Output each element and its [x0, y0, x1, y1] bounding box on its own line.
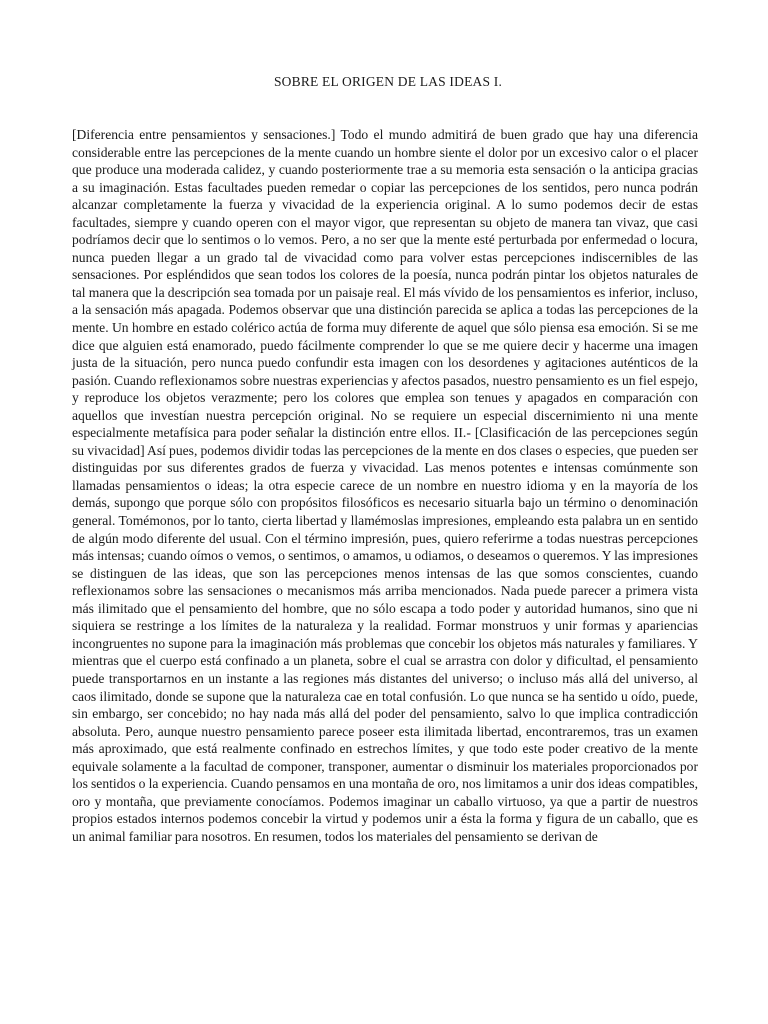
- document-title: SOBRE EL ORIGEN DE LAS IDEAS I.: [273, 74, 503, 89]
- document-body: [Diferencia entre pensamientos y sensaciones.] Todo el mundo admitirá de buen grado que hay una diferencia considerable entre las percepciones de la mente cuando un hombre siente el dolor por un excesivo calor o el placer que produce una moderada calidez, y cuando posteriormente trae a su memoria esta sensación o la anticipa gracias a su imaginación. Estas facultades pueden remedar o copiar las percepciones de los sentidos, pero nunca podrán alcanzar completamente la fuerza y vivacidad de la experiencia original. A lo sumo podemos decir de estas facultades, siempre y cuando operen con el mayor vigor, que representan su objeto de manera tan vivaz, que casi podríamos decir que lo sentimos o lo vemos. Pero, a no ser que la mente esté perturbada por enfermedad o locura, nunca pueden llegar a un grado tal de vivacidad como para volver estas percepciones indiscernibles de las sensaciones. Por espléndidos que sean todos los colores de la poesía, nunca podrán pintar los objetos naturales de tal manera que la descripción sea tomada por un paisaje real. El más vívido de los pensamientos es inferior, incluso, a la sensación más apagada. Podemos observar que una distinción parecida se aplica a todas las percepciones de la mente. Un hombre en estado colérico actúa de forma muy diferente de aquel que sólo piensa esa emoción. Si se me dice que alguien está enamorado, puedo fácilmente comprender lo que se me quiere decir y hacerme una imagen justa de la situación, pero nunca puedo confundir esta imagen con los desordenes y agitaciones auténticos de la pasión. Cuando reflexionamos sobre nuestras experiencias y afectos pasados, nuestro pensamiento es un fiel espejo, y reproduce los objetos verazmente; pero los colores que emplea son tenues y apagados en comparación con aquellos que investían nuestra percepción original. No se requiere un especial discernimiento ni una mente especialmente metafísica para poder señalar la distinción entre ellos. II.- [Clasificación de las percepciones según su vivacidad] Así pues, podemos dividir todas las percepciones de la mente en dos clases o especies, que pueden ser distinguidas por sus diferentes grados de fuerza y vivacidad. Las menos potentes e intensas comúnmente son llamadas pensamientos o ideas; la otra especie carece de un nombre en nuestro idioma y en la mayoría de los demás, supongo que porque sólo con propósitos filosóficos es necesario situarla bajo un término o denominación general. Tomémonos, por lo tanto, cierta libertad y llamémoslas impresiones, empleando esta palabra un en sentido de algún modo diferente del usual. Con el término impresión, pues, quiero referirme a todas nuestras percepciones más intensas; cuando oímos o vemos, o sentimos, o amamos, u odiamos, o deseamos o queremos. Y las impresiones se distinguen de las ideas, que son las percepciones menos intensas de las que somos conscientes, cuando reflexionamos sobre las sensaciones o mecanismos más arriba mencionados. Nada puede parecer a primera vista más ilimitado que el pensamiento del hombre, que no sólo escapa a todo poder y autoridad humanos, sino que ni siquiera se restringe a los límites de la naturaleza y la realidad. Formar monstruos y unir formas y apariencias incongruentes no supone para la imaginación más problemas que concebir los objetos más naturales y familiares. Y mientras que el cuerpo está confinado a un planeta, sobre el cual se arrastra con dolor y dificultad, el pensamiento puede transportarnos en un instante a las regiones más distantes del universo; o incluso más allá del universo, al caos ilimitado, donde se supone que la naturaleza cae en total confusión. Lo que nunca se ha sentido u oído, puede, sin embargo, ser concebido; no hay nada más allá del poder del pensamiento, salvo lo que implica contradicción absoluta. Pero, aunque nuestro pensamiento parece poseer esta ilimitada libertad, encontraremos, tras un examen más aproximado, que está realmente confinado en estrechos límites, y que todo este poder creativo de la mente equivale solamente a la facultad de componer, transponer, aumentar o disminuir los materiales proporcionados por los sentidos o la experiencia. Cuando pensamos en una montaña de oro, nos limitamos a unir dos ideas compatibles, oro y montaña, que previamente conocíamos. Podemos imaginar un caballo virtuoso, ya que a partir de nuestros propios estados internos podemos concebir la virtud y podemos unir a ésta la forma y figura de un caballo, que es un animal familiar para nosotros. En resumen, todos los materiales del pensamiento se derivan de: [72, 127, 698, 844]
